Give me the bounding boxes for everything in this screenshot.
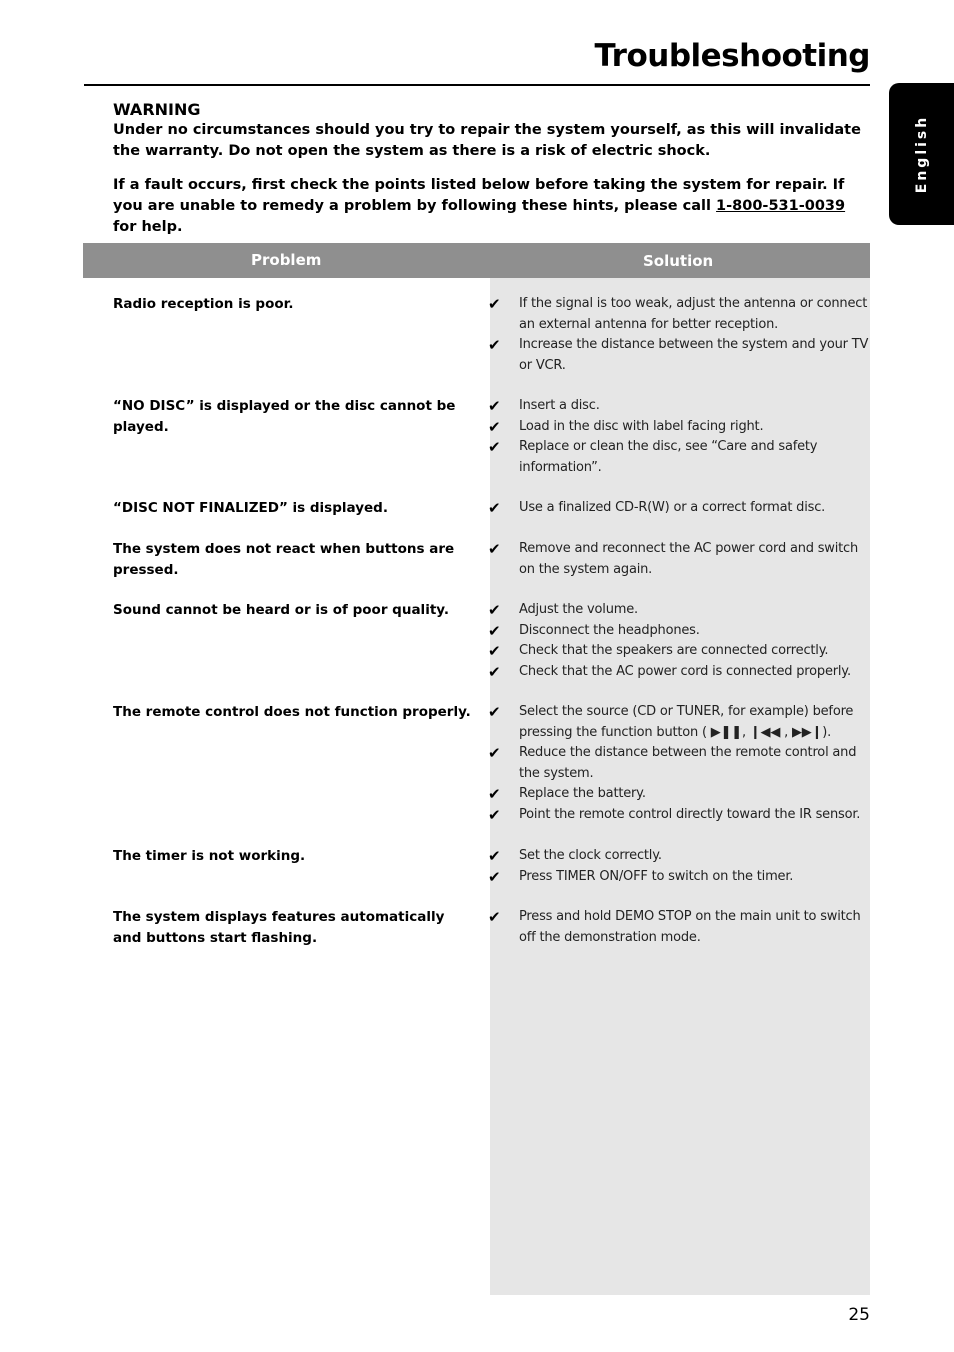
column-header-solution: Solution (643, 252, 714, 270)
solution-text: Reduce the distance between the remote control and the system. (519, 745, 857, 781)
checkmark-icon: ✔ (488, 397, 501, 415)
solution-item (488, 907, 873, 948)
fault-instructions (113, 175, 873, 238)
language-tab-label: English (913, 114, 930, 194)
problem-text: Sound cannot be heard or is of poor quality. (113, 602, 449, 618)
checkmark-icon: ✔ (488, 336, 501, 354)
solution-list (488, 907, 873, 948)
checkmark-icon: ✔ (488, 662, 501, 681)
solution-list (488, 600, 873, 682)
solution-item (488, 784, 873, 805)
solution-item (488, 437, 873, 478)
fault-text-after: for help. (113, 219, 183, 235)
language-tab (889, 83, 954, 225)
solution-text: Load in the disc with label facing right. (519, 418, 764, 434)
solution-item (488, 805, 873, 826)
solution-text: Remove and reconnect the AC power cord and switch on the system again. (519, 541, 859, 577)
solution-list (488, 846, 873, 887)
problem-text: The system displays features automatically and buttons start flashing. (113, 909, 445, 946)
solution-item (488, 743, 873, 784)
warning-text: Under no circumstances should you try to repair the system yourself, as this will invalidate the warranty. Do not open the system as there is a risk of electric shock. (113, 122, 861, 159)
problem-text: The system does not react when buttons are pressed. (113, 541, 455, 578)
problem-text: The remote control does not function properly. (113, 704, 471, 720)
checkmark-icon: ✔ (488, 805, 501, 824)
solution-text: Set the clock correctly. (519, 848, 662, 863)
column-header-problem: Problem (251, 251, 322, 269)
solution-item (488, 498, 873, 519)
solution-item (488, 641, 873, 662)
checkmark-icon: ✔ (488, 867, 501, 886)
solution-item (488, 662, 873, 683)
solution-item (488, 702, 873, 743)
solution-text: Check that the AC power cord is connected properly. (519, 663, 851, 679)
title-rule (84, 84, 870, 86)
checkmark-icon: ✔ (488, 601, 501, 619)
problem-text: The timer is not working. (113, 848, 306, 864)
solution-item (488, 396, 873, 417)
page-number: 25 (848, 1305, 870, 1325)
solution-text: If the signal is too weak, adjust the antenna or connect an external antenna for better reception. (519, 296, 868, 332)
solution-text: Replace or clean the disc, see “Care and safety information”. (519, 439, 818, 475)
warning-block (113, 99, 873, 238)
help-phone-number: 1-800-531-0039 (716, 198, 846, 214)
problem-text: “DISC NOT FINALIZED” is displayed. (113, 500, 388, 516)
solution-text: Check that the speakers are connected correctly. (519, 643, 829, 658)
checkmark-icon: ✔ (488, 785, 501, 803)
checkmark-icon: ✔ (488, 908, 501, 926)
solution-item (488, 294, 873, 335)
fault-text-before: If a fault occurs, first check the points listed below before taking the system for repair. If you are unable to remedy a problem by following these hints, please call (113, 177, 845, 214)
checkmark-icon: ✔ (488, 417, 501, 436)
checkmark-icon: ✔ (488, 438, 501, 456)
page-title: Troubleshooting (594, 38, 870, 74)
checkmark-icon: ✔ (488, 744, 501, 762)
problem-text: “NO DISC” is displayed or the disc cannot be played. (113, 398, 456, 435)
solution-list (488, 498, 873, 519)
checkmark-icon: ✔ (488, 540, 501, 558)
solution-item (488, 621, 873, 642)
solution-text: Press and hold DEMO STOP on the main unit to switch off the demonstration mode. (519, 909, 861, 945)
solution-text: Insert a disc. (519, 398, 600, 413)
solution-item (488, 846, 873, 867)
checkmark-icon: ✔ (488, 703, 501, 721)
solution-item (488, 335, 873, 376)
solution-text: Replace the battery. (519, 786, 646, 801)
solution-list (488, 539, 873, 580)
solution-text: Press TIMER ON/OFF to switch on the timer. (519, 868, 794, 884)
problem-text: Radio reception is poor. (113, 296, 294, 312)
checkmark-icon: ✔ (488, 499, 501, 517)
solution-item (488, 417, 873, 438)
solution-item (488, 539, 873, 580)
checkmark-icon: ✔ (488, 642, 501, 660)
solution-text: Adjust the volume. (519, 602, 638, 617)
checkmark-icon: ✔ (488, 295, 501, 313)
solution-text: Select the source (CD or TUNER, for example) before pressing the function button ( ▶❚❚, ❙◀◀ , ▶▶❙). (519, 704, 854, 740)
solution-item (488, 600, 873, 621)
checkmark-icon: ✔ (488, 847, 501, 865)
solution-list (488, 294, 873, 376)
solution-text: Increase the distance between the system and your TV or VCR. (519, 337, 869, 373)
table-header (83, 243, 870, 278)
warning-heading: WARNING (113, 100, 201, 119)
solution-list (488, 702, 873, 825)
solution-text: Disconnect the headphones. (519, 622, 700, 638)
solution-text: Point the remote control directly toward the IR sensor. (519, 806, 861, 822)
checkmark-icon: ✔ (488, 621, 501, 640)
solution-list (488, 396, 873, 478)
solution-item (488, 867, 873, 888)
solution-text: Use a finalized CD-R(W) or a correct format disc. (519, 500, 826, 515)
